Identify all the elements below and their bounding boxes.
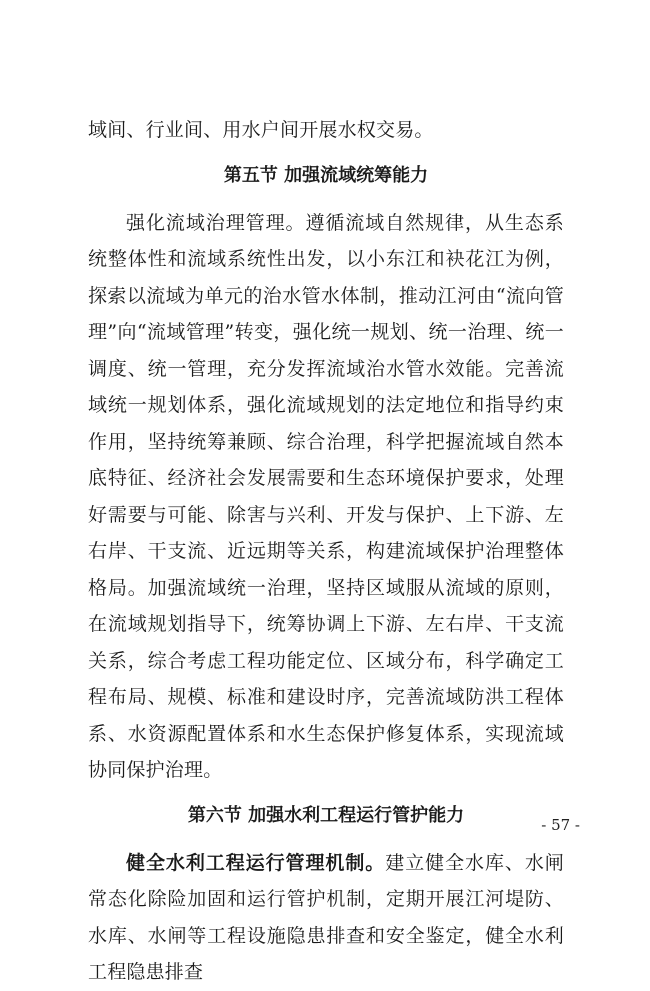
section-6-lead: 健全水利工程运行管理机制。	[126, 851, 386, 874]
section-5-paragraph: 强化流域治理管理。遵循流域自然规律，从生态系统整体性和流域系统性出发，以小东江和袂花江为例，探索以流域为单元的治水管水体制，推动江河由“流向管理”向“流域管理”转变，强化统一规划、统一治理、统一调度、统一管理，充分发挥流域治水管水效能。完善流域统一规划体系，强化流域规划的法定地位和指导约束作用，坚持统筹兼顾、综合治理，科学把握流域自然本底特征、经济社会发展需要和生态环境保护要求，处理好需要与可能、除害与兴利、开发与保护、上下游、左右岸、干支流、近远期等关系，构建流域保护治理整体格局。加强流域统一治理，坚持区域服从流域的原则，在流域规划指导下，统筹协调上下游、左右岸、干支流关系，综合考虑工程功能定位、区域分布，科学确定工程布局、规模、标准和建设时序，完善流域防洪工程体系、水资源配置体系和水生态保护修复体系，实现流域协同保护治理。	[88, 211, 564, 781]
section-6-heading: 第六节 加强水利工程运行管护能力	[187, 804, 465, 826]
intro-line: 域间、行业间、用水户间开展水权交易。	[88, 119, 434, 141]
section-6-paragraph	[88, 845, 564, 991]
page-number: - 57 -	[541, 816, 580, 834]
section-6-text: 建立健全水库、水闸常态化除险加固和运行管护机制，定期开展江河堤防、水库、水闸等工程设施隐患排查和安全鉴定，健全水利工程隐患排查	[88, 851, 564, 983]
document-body	[88, 112, 564, 991]
section-5-heading: 第五节 加强流域统筹能力	[223, 164, 429, 186]
